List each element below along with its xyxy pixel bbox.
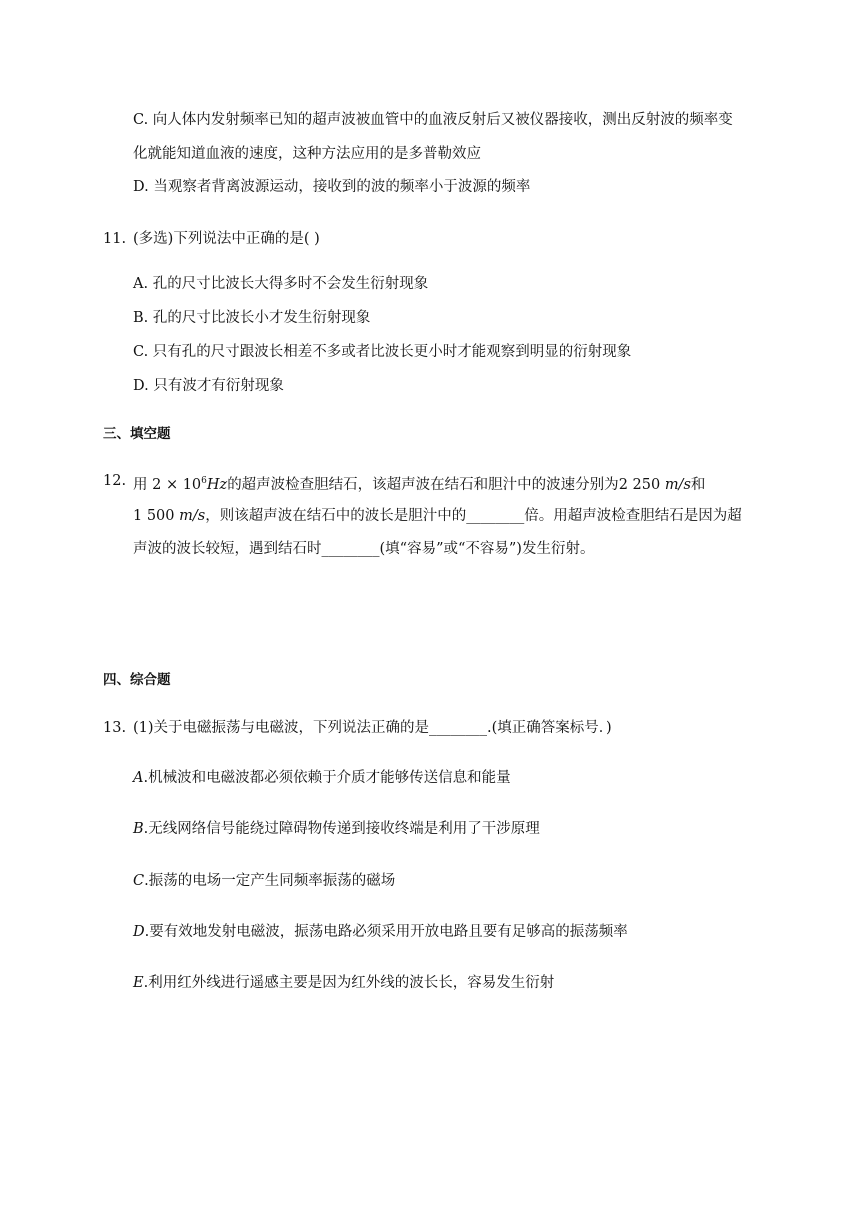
q10-option-c-line2: 化就能知道血液的速度，这种方法应用的是多普勒效应 [133,146,481,162]
q12-freq-unit: Hz [206,477,228,493]
q12-freq-exp: 6 [201,476,207,486]
q12-pre: 用 [133,477,153,493]
q13-option-e [133,973,554,993]
q11-option-a: A. 孔的尺寸比波长大得多时不会发生衍射现象 [133,276,429,292]
q12-mid1: 的超声波检查胆结石，该超声波在结石和胆汁中的波速分别为 [227,477,619,493]
section-heading-comprehensive: 四、综合题 [103,672,171,688]
q13-option-b-letter: B [133,821,144,837]
q11-option-d: D. 只有波才有衍射现象 [133,378,284,394]
q13-option-a [133,768,511,788]
q13-option-b-text: .无线网络信号能绕过障碍物传递到接收终端是利用了干涉原理 [143,821,540,837]
q13-option-d-text: .要有效地发射电磁波，振荡电路必须采用开放电路且要有足够高的振荡频率 [144,924,628,940]
q12-unit1: m/s [664,477,691,493]
q10-option-d: D. 当观察者背离波源运动，接收到的波的频率小于波源的频率 [133,179,531,195]
q11-stem: (多选)下列说法中正确的是( ) [133,231,320,247]
section-heading-fill-blank: 三、填空题 [103,426,171,442]
q12-v1: 2 250 [618,477,661,493]
q13-option-a-letter: A [133,770,144,786]
q11-option-b: B. 孔的尺寸比波长小才发生衍射现象 [133,310,371,326]
q13-option-e-text: .利用红外线进行遥感主要是因为红外线的波长长，容易发生衍射 [143,975,555,991]
q12-mid2: 和 [690,477,706,493]
q13-option-c [133,871,395,891]
q13-number: 13. [103,720,127,736]
q12-line2-rest: ，则该超声波在结石中的波长是胆汁中的________倍。用超声波检查胆结石是因为超 [205,508,742,524]
q13-option-b [133,819,540,839]
q13-option-d-letter: D [133,924,145,940]
q12-freq-base: 2 × 10 [152,477,202,493]
q10-option-c-line1: C. 向人体内发射频率已知的超声波被血管中的血液反射后又被仪器接收，测出反射波的频率变 [133,112,733,128]
q13-option-c-text: .振荡的电场一定产生同频率振荡的磁场 [144,873,396,889]
q11-number: 11. [103,231,127,247]
q12-number: 12. [103,473,127,489]
q13-option-e-letter: E [133,975,144,991]
q12-line3: 声波的波长较短，遇到结石时________(填“容易”或“不容易”)发生衍射。 [133,541,595,557]
q12-line1 [133,471,705,495]
q11-option-c: C. 只有孔的尺寸跟波长相差不多或者比波长更小时才能观察到明显的衍射现象 [133,344,632,360]
q13-stem: (1)关于电磁振荡与电磁波，下列说法正确的是________.(填正确答案标号．) [133,720,612,736]
q13-option-a-text: .机械波和电磁波都必须依赖于介质才能够传送信息和能量 [143,770,511,786]
q13-option-c-letter: C [133,873,145,889]
q12-unit2: m/s [179,508,206,524]
q12-line2 [133,506,742,526]
q13-option-d [133,922,628,942]
q12-v2: 1 500 [133,508,175,524]
